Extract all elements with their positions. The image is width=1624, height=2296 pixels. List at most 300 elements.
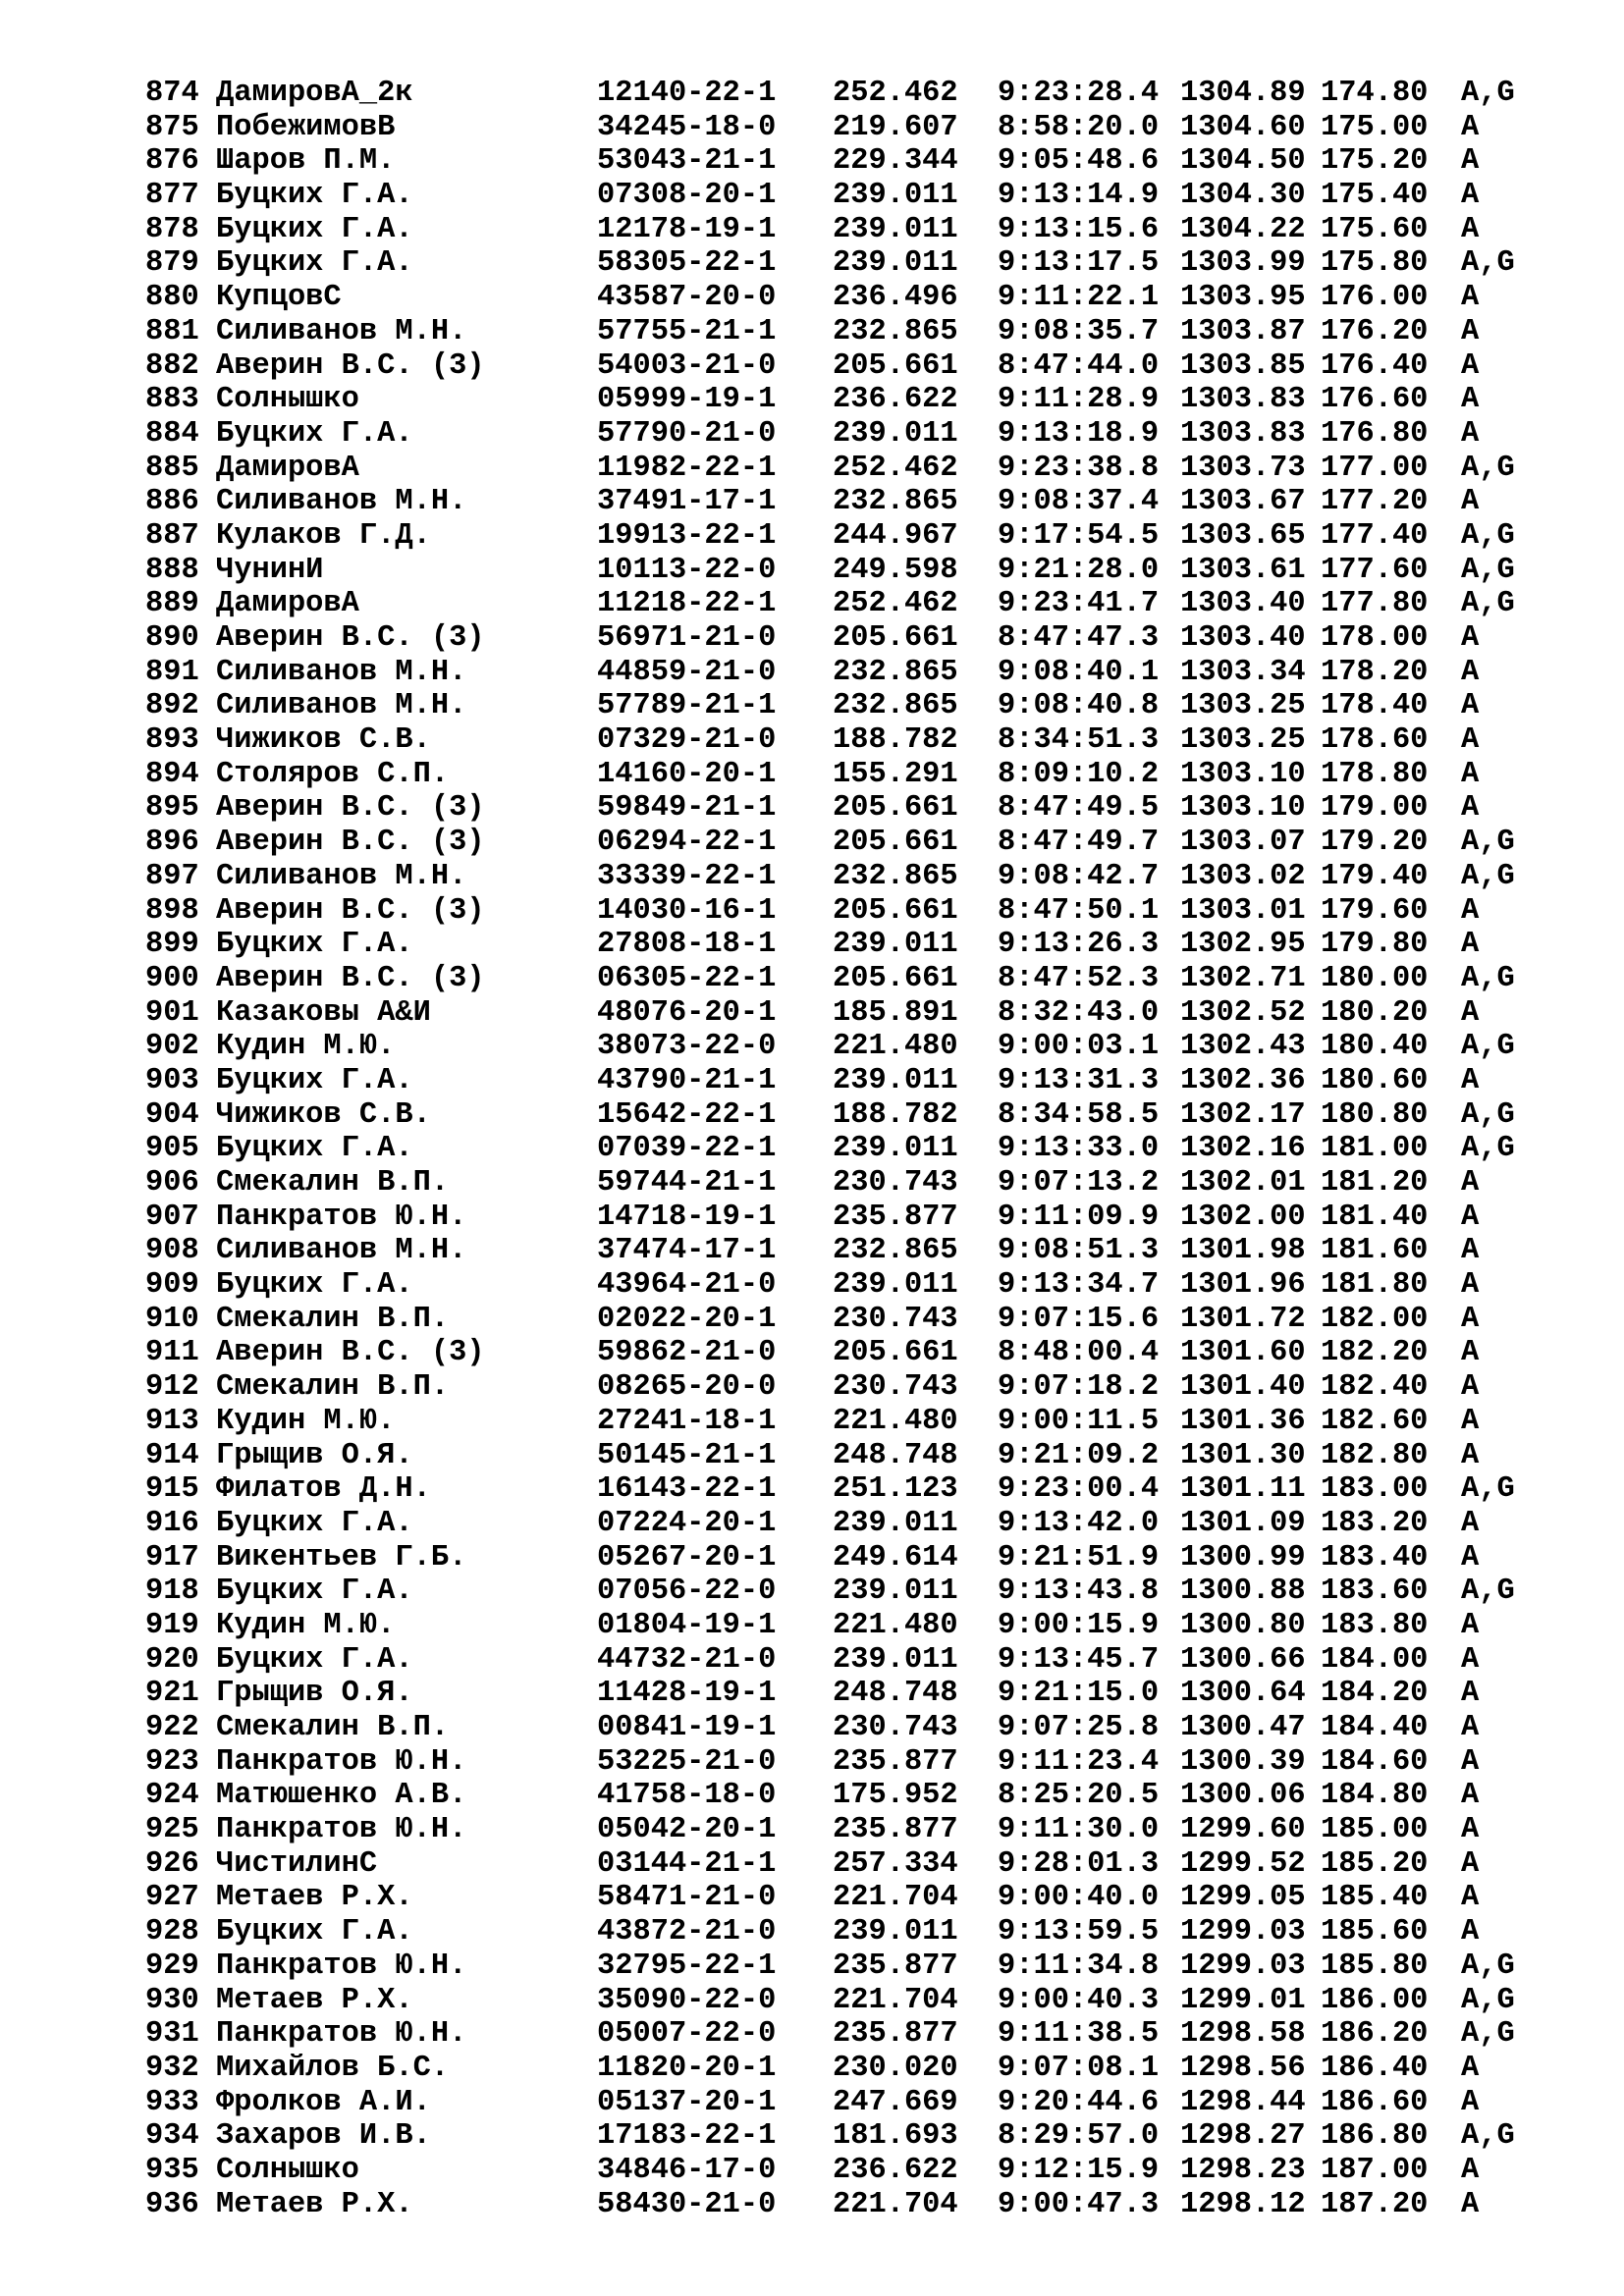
fancier-name-cell: Буцких Г.А. [216,416,413,451]
speed-cell: 1301.40 [1180,1370,1306,1405]
arrival-time-cell: 9:13:59.5 [998,1915,1160,1949]
arrival-time-cell: 9:23:38.8 [998,451,1160,485]
points-cell: 184.00 [1321,1642,1429,1677]
ring-number-cell: 07224-20-1 [597,1506,777,1540]
flags-cell: A [1461,485,1480,519]
speed-cell: 1303.01 [1180,893,1306,928]
points-cell: 184.60 [1321,1744,1429,1779]
speed-cell: 1298.23 [1180,2153,1306,2187]
speed-cell: 1301.72 [1180,1302,1306,1336]
speed-cell: 1299.03 [1180,1949,1306,1983]
fancier-name-cell: Смекалин В.П. [216,1370,450,1405]
arrival-time-cell: 9:13:45.7 [998,1642,1160,1677]
arrival-time-cell: 8:47:44.0 [998,348,1160,383]
flags-cell: A [1461,212,1480,246]
speed-cell: 1303.87 [1180,314,1306,348]
speed-cell: 1303.40 [1180,621,1306,655]
speed-cell: 1302.36 [1180,1063,1306,1097]
points-cell: 177.20 [1321,485,1429,519]
fancier-name-cell: Аверин В.С. (3) [216,791,485,826]
place-cell: 927 [145,1881,199,1915]
place-cell: 931 [145,2017,199,2052]
distance-cell: 239.011 [833,1642,958,1677]
distance-cell: 239.011 [833,1506,958,1540]
place-cell: 926 [145,1846,199,1881]
points-cell: 186.40 [1321,2051,1429,2085]
arrival-time-cell: 9:21:28.0 [998,553,1160,587]
points-cell: 185.80 [1321,1949,1429,1983]
distance-cell: 249.598 [833,553,958,587]
ring-number-cell: 05267-20-1 [597,1540,777,1575]
arrival-time-cell: 9:21:09.2 [998,1438,1160,1472]
arrival-time-cell: 9:11:30.0 [998,1813,1160,1847]
flags-cell: A [1461,893,1480,928]
fancier-name-cell: Панкратов Ю.Н. [216,1813,467,1847]
fancier-name-cell: Захаров И.В. [216,2119,431,2154]
speed-cell: 1301.09 [1180,1506,1306,1540]
fancier-name-cell: ПобежимовВ [216,110,396,144]
ring-number-cell: 57755-21-1 [597,314,777,348]
flags-cell: A [1461,314,1480,348]
speed-cell: 1304.60 [1180,110,1306,144]
arrival-time-cell: 8:47:49.5 [998,791,1160,826]
fancier-name-cell: Буцких Г.А. [216,179,413,213]
distance-cell: 221.704 [833,1881,958,1915]
flags-cell: A [1461,383,1480,417]
place-cell: 886 [145,485,199,519]
flags-cell: A [1461,2085,1480,2119]
distance-cell: 205.661 [833,791,958,826]
flags-cell: A [1461,1166,1480,1200]
speed-cell: 1302.43 [1180,1030,1306,1064]
place-cell: 894 [145,757,199,791]
ring-number-cell: 05007-22-0 [597,2017,777,2052]
fancier-name-cell: Шаров П.М. [216,144,396,179]
distance-cell: 244.967 [833,518,958,553]
fancier-name-cell: Буцких Г.А. [216,1915,413,1949]
place-cell: 909 [145,1268,199,1303]
distance-cell: 239.011 [833,1575,958,1609]
speed-cell: 1299.03 [1180,1915,1306,1949]
arrival-time-cell: 9:07:13.2 [998,1166,1160,1200]
arrival-time-cell: 8:47:52.3 [998,961,1160,995]
arrival-time-cell: 8:47:47.3 [998,621,1160,655]
flags-cell: A,G [1461,1575,1515,1609]
ring-number-cell: 06305-22-1 [597,961,777,995]
arrival-time-cell: 9:13:17.5 [998,246,1160,281]
distance-cell: 235.877 [833,1744,958,1779]
place-cell: 875 [145,110,199,144]
fancier-name-cell: Михайлов Б.С. [216,2051,450,2085]
arrival-time-cell: 9:08:42.7 [998,859,1160,893]
fancier-name-cell: Чижиков С.В. [216,1097,431,1132]
place-cell: 912 [145,1370,199,1405]
distance-cell: 219.607 [833,110,958,144]
arrival-time-cell: 9:13:31.3 [998,1063,1160,1097]
arrival-time-cell: 9:00:11.5 [998,1404,1160,1438]
fancier-name-cell: Кулаков Г.Д. [216,518,431,553]
points-cell: 183.20 [1321,1506,1429,1540]
distance-cell: 236.622 [833,383,958,417]
flags-cell: A [1461,1302,1480,1336]
flags-cell: A,G [1461,2119,1515,2154]
speed-cell: 1299.01 [1180,1983,1306,2017]
distance-cell: 251.123 [833,1472,958,1507]
flags-cell: A [1461,1268,1480,1303]
place-cell: 881 [145,314,199,348]
distance-cell: 230.743 [833,1166,958,1200]
flags-cell: A,G [1461,961,1515,995]
points-cell: 181.80 [1321,1268,1429,1303]
ring-number-cell: 02022-20-1 [597,1302,777,1336]
points-cell: 185.40 [1321,1881,1429,1915]
arrival-time-cell: 9:08:40.8 [998,689,1160,723]
speed-cell: 1303.02 [1180,859,1306,893]
flags-cell: A [1461,689,1480,723]
speed-cell: 1299.52 [1180,1846,1306,1881]
flags-cell: A [1461,1677,1480,1711]
flags-cell: A,G [1461,553,1515,587]
arrival-time-cell: 9:08:35.7 [998,314,1160,348]
speed-cell: 1300.88 [1180,1575,1306,1609]
ring-number-cell: 58471-21-0 [597,1881,777,1915]
arrival-time-cell: 9:11:22.1 [998,281,1160,315]
distance-cell: 248.748 [833,1438,958,1472]
ring-number-cell: 59744-21-1 [597,1166,777,1200]
arrival-time-cell: 8:34:51.3 [998,723,1160,758]
flags-cell: A [1461,144,1480,179]
speed-cell: 1302.71 [1180,961,1306,995]
distance-cell: 221.480 [833,1404,958,1438]
place-cell: 888 [145,553,199,587]
flags-cell: A [1461,1063,1480,1097]
points-cell: 179.20 [1321,826,1429,860]
distance-cell: 185.891 [833,995,958,1030]
flags-cell: A [1461,2187,1480,2221]
points-cell: 183.60 [1321,1575,1429,1609]
fancier-name-cell: Буцких Г.А. [216,1642,413,1677]
distance-cell: 239.011 [833,212,958,246]
distance-cell: 205.661 [833,1336,958,1370]
ring-number-cell: 34245-18-0 [597,110,777,144]
speed-cell: 1303.65 [1180,518,1306,553]
place-cell: 898 [145,893,199,928]
ring-number-cell: 11428-19-1 [597,1677,777,1711]
distance-cell: 252.462 [833,77,958,110]
ring-number-cell: 57789-21-1 [597,689,777,723]
ring-number-cell: 44732-21-0 [597,1642,777,1677]
flags-cell: A [1461,1200,1480,1234]
distance-cell: 249.614 [833,1540,958,1575]
ring-number-cell: 43872-21-0 [597,1915,777,1949]
fancier-name-cell: ЧистилинС [216,1846,378,1881]
arrival-time-cell: 9:07:18.2 [998,1370,1160,1405]
speed-cell: 1303.34 [1180,655,1306,689]
flags-cell: A [1461,179,1480,213]
speed-cell: 1304.50 [1180,144,1306,179]
place-cell: 899 [145,928,199,962]
arrival-time-cell: 8:32:43.0 [998,995,1160,1030]
ring-number-cell: 07056-22-0 [597,1575,777,1609]
place-cell: 877 [145,179,199,213]
speed-cell: 1302.52 [1180,995,1306,1030]
place-cell: 874 [145,77,199,110]
arrival-time-cell: 9:28:01.3 [998,1846,1160,1881]
ring-number-cell: 48076-20-1 [597,995,777,1030]
ring-number-cell: 41758-18-0 [597,1779,777,1813]
flags-cell: A [1461,281,1480,315]
speed-cell: 1303.25 [1180,723,1306,758]
points-cell: 175.40 [1321,179,1429,213]
fancier-name-cell: Солнышко [216,2153,359,2187]
place-cell: 936 [145,2187,199,2221]
ring-number-cell: 56971-21-0 [597,621,777,655]
points-cell: 178.60 [1321,723,1429,758]
fancier-name-cell: Силиванов М.Н. [216,314,467,348]
flags-cell: A [1461,2153,1480,2187]
arrival-time-cell: 9:13:26.3 [998,928,1160,962]
ring-number-cell: 05042-20-1 [597,1813,777,1847]
flags-cell: A [1461,1404,1480,1438]
speed-cell: 1303.10 [1180,757,1306,791]
distance-cell: 239.011 [833,1063,958,1097]
ring-number-cell: 12178-19-1 [597,212,777,246]
ring-number-cell: 07039-22-1 [597,1132,777,1166]
distance-cell: 230.743 [833,1302,958,1336]
distance-cell: 252.462 [833,587,958,621]
ring-number-cell: 44859-21-0 [597,655,777,689]
points-cell: 176.60 [1321,383,1429,417]
ring-number-cell: 06294-22-1 [597,826,777,860]
points-cell: 180.20 [1321,995,1429,1030]
place-cell: 890 [145,621,199,655]
place-cell: 917 [145,1540,199,1575]
speed-cell: 1300.06 [1180,1779,1306,1813]
place-cell: 901 [145,995,199,1030]
ring-number-cell: 53043-21-1 [597,144,777,179]
points-cell: 178.00 [1321,621,1429,655]
points-cell: 185.60 [1321,1915,1429,1949]
fancier-name-cell: Грыщив О.Я. [216,1677,413,1711]
fancier-name-cell: КупцовС [216,281,342,315]
fancier-name-cell: Аверин В.С. (3) [216,893,485,928]
flags-cell: A,G [1461,77,1515,110]
distance-cell: 239.011 [833,246,958,281]
arrival-time-cell: 9:00:47.3 [998,2187,1160,2221]
place-cell: 908 [145,1234,199,1268]
points-cell: 176.00 [1321,281,1429,315]
flags-cell: A [1461,110,1480,144]
arrival-time-cell: 9:07:15.6 [998,1302,1160,1336]
arrival-time-cell: 9:13:42.0 [998,1506,1160,1540]
ring-number-cell: 54003-21-0 [597,348,777,383]
ring-number-cell: 19913-22-1 [597,518,777,553]
speed-cell: 1303.10 [1180,791,1306,826]
place-cell: 907 [145,1200,199,1234]
flags-cell: A [1461,416,1480,451]
distance-cell: 236.496 [833,281,958,315]
place-cell: 906 [145,1166,199,1200]
place-cell: 933 [145,2085,199,2119]
speed-cell: 1299.60 [1180,1813,1306,1847]
place-cell: 892 [145,689,199,723]
arrival-time-cell: 9:08:51.3 [998,1234,1160,1268]
speed-cell: 1303.95 [1180,281,1306,315]
arrival-time-cell: 9:21:51.9 [998,1540,1160,1575]
ring-number-cell: 11820-20-1 [597,2051,777,2085]
points-cell: 177.60 [1321,553,1429,587]
arrival-time-cell: 8:47:49.7 [998,826,1160,860]
arrival-time-cell: 9:11:34.8 [998,1949,1160,1983]
points-cell: 181.40 [1321,1200,1429,1234]
place-cell: 915 [145,1472,199,1507]
ring-number-cell: 58430-21-0 [597,2187,777,2221]
flags-cell: A [1461,2051,1480,2085]
speed-cell: 1303.07 [1180,826,1306,860]
arrival-time-cell: 9:17:54.5 [998,518,1160,553]
place-cell: 916 [145,1506,199,1540]
arrival-time-cell: 8:58:20.0 [998,110,1160,144]
arrival-time-cell: 9:20:44.6 [998,2085,1160,2119]
speed-cell: 1303.99 [1180,246,1306,281]
distance-cell: 232.865 [833,655,958,689]
ring-number-cell: 00841-19-1 [597,1711,777,1744]
arrival-time-cell: 8:48:00.4 [998,1336,1160,1370]
place-cell: 929 [145,1949,199,1983]
speed-cell: 1303.83 [1180,383,1306,417]
distance-cell: 232.865 [833,485,958,519]
place-cell: 896 [145,826,199,860]
points-cell: 179.80 [1321,928,1429,962]
speed-cell: 1300.39 [1180,1744,1306,1779]
fancier-name-cell: Аверин В.С. (3) [216,826,485,860]
fancier-name-cell: Казаковы А&И [216,995,431,1030]
fancier-name-cell: Метаев Р.Х. [216,1881,413,1915]
points-cell: 181.00 [1321,1132,1429,1166]
fancier-name-cell: Смекалин В.П. [216,1302,450,1336]
arrival-time-cell: 9:11:38.5 [998,2017,1160,2052]
arrival-time-cell: 9:11:09.9 [998,1200,1160,1234]
place-cell: 891 [145,655,199,689]
points-cell: 186.60 [1321,2085,1429,2119]
flags-cell: A [1461,995,1480,1030]
points-cell: 186.80 [1321,2119,1429,2154]
place-cell: 932 [145,2051,199,2085]
points-cell: 187.20 [1321,2187,1429,2221]
flags-cell: A,G [1461,1132,1515,1166]
ring-number-cell: 07308-20-1 [597,179,777,213]
speed-cell: 1301.36 [1180,1404,1306,1438]
fancier-name-cell: Буцких Г.А. [216,928,413,962]
flags-cell: A [1461,1540,1480,1575]
ring-number-cell: 14718-19-1 [597,1200,777,1234]
fancier-name-cell: Буцких Г.А. [216,1506,413,1540]
fancier-name-cell: Грыщив О.Я. [216,1438,413,1472]
arrival-time-cell: 8:09:10.2 [998,757,1160,791]
ring-number-cell: 27241-18-1 [597,1404,777,1438]
place-cell: 914 [145,1438,199,1472]
flags-cell: A [1461,1608,1480,1642]
arrival-time-cell: 9:07:08.1 [998,2051,1160,2085]
ring-number-cell: 14030-16-1 [597,893,777,928]
distance-cell: 205.661 [833,893,958,928]
speed-cell: 1301.96 [1180,1268,1306,1303]
place-cell: 900 [145,961,199,995]
distance-cell: 232.865 [833,689,958,723]
place-cell: 903 [145,1063,199,1097]
flags-cell: A,G [1461,451,1515,485]
ring-number-cell: 16143-22-1 [597,1472,777,1507]
speed-cell: 1302.01 [1180,1166,1306,1200]
fancier-name-cell: Аверин В.С. (3) [216,621,485,655]
points-cell: 179.60 [1321,893,1429,928]
ring-number-cell: 05999-19-1 [597,383,777,417]
fancier-name-cell: Силиванов М.Н. [216,689,467,723]
points-cell: 183.40 [1321,1540,1429,1575]
distance-cell: 188.782 [833,723,958,758]
ring-number-cell: 59849-21-1 [597,791,777,826]
arrival-time-cell: 9:11:23.4 [998,1744,1160,1779]
distance-cell: 235.877 [833,2017,958,2052]
ring-number-cell: 14160-20-1 [597,757,777,791]
points-cell: 181.60 [1321,1234,1429,1268]
points-cell: 184.40 [1321,1711,1429,1744]
speed-cell: 1302.00 [1180,1200,1306,1234]
points-cell: 183.80 [1321,1608,1429,1642]
speed-cell: 1300.64 [1180,1677,1306,1711]
flags-cell: A [1461,1846,1480,1881]
arrival-time-cell: 8:34:58.5 [998,1097,1160,1132]
arrival-time-cell: 9:23:00.4 [998,1472,1160,1507]
points-cell: 180.60 [1321,1063,1429,1097]
points-cell: 180.00 [1321,961,1429,995]
place-cell: 905 [145,1132,199,1166]
place-cell: 918 [145,1575,199,1609]
arrival-time-cell: 9:13:43.8 [998,1575,1160,1609]
flags-cell: A,G [1461,1097,1515,1132]
arrival-time-cell: 9:21:15.0 [998,1677,1160,1711]
speed-cell: 1302.16 [1180,1132,1306,1166]
arrival-time-cell: 9:00:40.0 [998,1881,1160,1915]
ring-number-cell: 58305-22-1 [597,246,777,281]
points-cell: 182.00 [1321,1302,1429,1336]
points-cell: 183.00 [1321,1472,1429,1507]
points-cell: 178.40 [1321,689,1429,723]
distance-cell: 239.011 [833,1132,958,1166]
distance-cell: 188.782 [833,1097,958,1132]
points-cell: 174.80 [1321,77,1429,110]
speed-cell: 1303.73 [1180,451,1306,485]
speed-cell: 1298.12 [1180,2187,1306,2221]
distance-cell: 205.661 [833,961,958,995]
points-cell: 175.00 [1321,110,1429,144]
fancier-name-cell: Метаев Р.Х. [216,1983,413,2017]
arrival-time-cell: 9:13:14.9 [998,179,1160,213]
fancier-name-cell: Солнышко [216,383,359,417]
ring-number-cell: 17183-22-1 [597,2119,777,2154]
ring-number-cell: 35090-22-0 [597,1983,777,2017]
points-cell: 184.20 [1321,1677,1429,1711]
points-cell: 176.80 [1321,416,1429,451]
fancier-name-cell: Аверин В.С. (3) [216,1336,485,1370]
speed-cell: 1303.67 [1180,485,1306,519]
speed-cell: 1298.44 [1180,2085,1306,2119]
ring-number-cell: 37474-17-1 [597,1234,777,1268]
points-cell: 177.40 [1321,518,1429,553]
speed-cell: 1303.61 [1180,553,1306,587]
arrival-time-cell: 9:05:48.6 [998,144,1160,179]
points-cell: 185.20 [1321,1846,1429,1881]
